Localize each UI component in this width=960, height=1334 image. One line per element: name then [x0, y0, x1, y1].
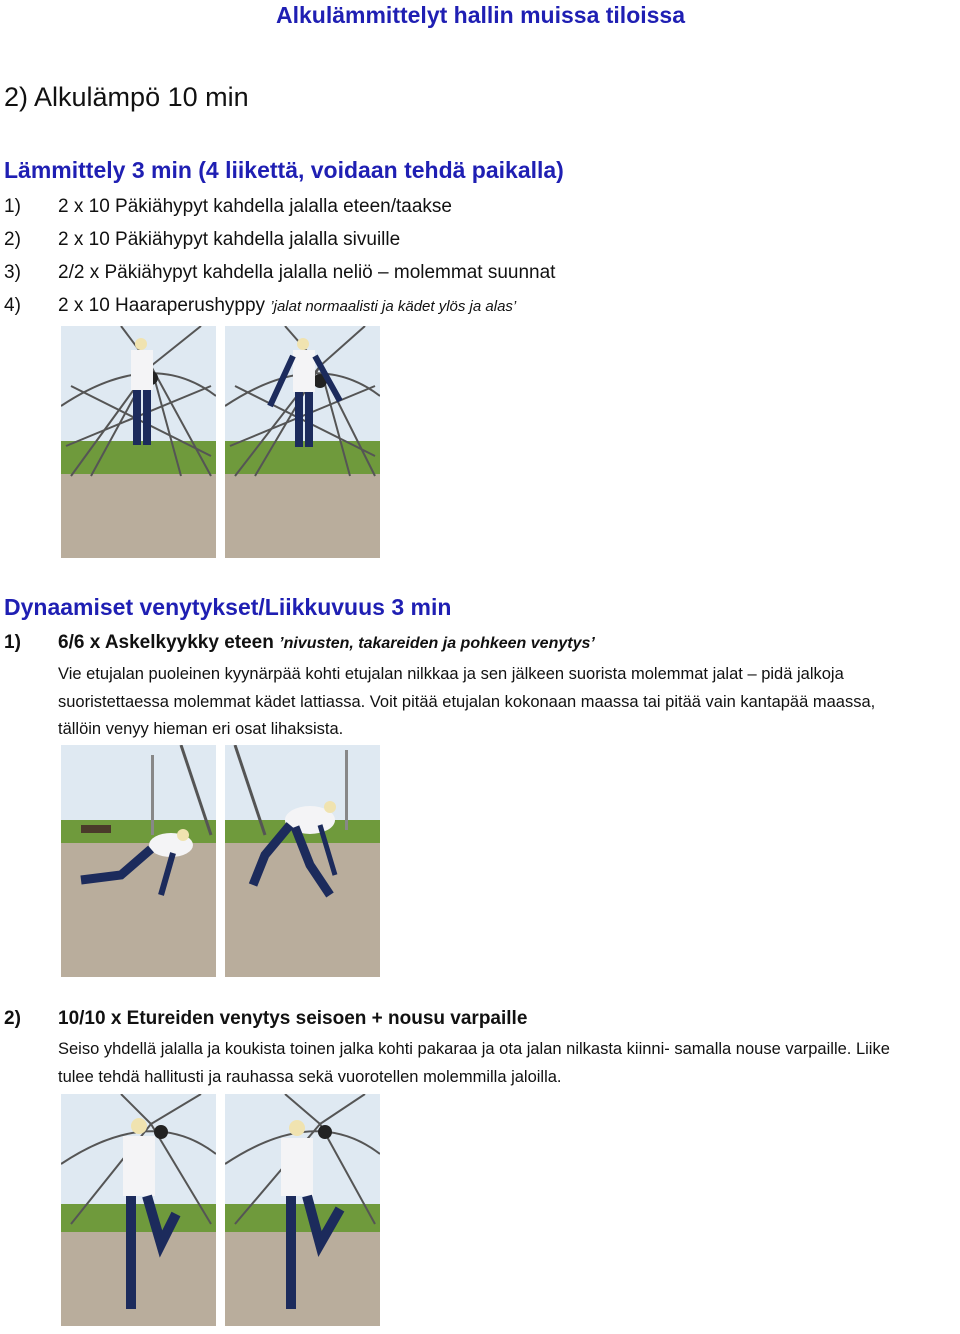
photo-lunge-2 — [225, 745, 380, 977]
photo-lunge-1 — [61, 745, 216, 977]
item-text: 2/2 x Päkiähypyt kahdella jalalla neliö – molemmat suunnat — [58, 262, 556, 283]
dynamic-item-1 — [4, 632, 595, 654]
item-number: 3) — [4, 262, 21, 283]
warmup-item-4 — [4, 295, 516, 317]
item-note: ’nivusten, takareiden ja pohkeen venytys’ — [279, 635, 595, 652]
item-note: ’jalat normaalisti ja kädet ylös ja alas’ — [270, 298, 517, 315]
item-number: 1) — [4, 196, 21, 217]
description-line: tällöin venyy hieman eri osat lihaksista. — [58, 720, 344, 738]
description-line: Vie etujalan puoleinen kyynärpää kohti etujalan nilkkaa ja sen jälkeen suorista molemmat jalat – pidä jalkoja — [58, 665, 844, 683]
item-text: 2 x 10 Haaraperushyppy — [58, 295, 271, 316]
photo-jumping-jack-2 — [225, 326, 380, 558]
warmup-item-1 — [4, 196, 452, 218]
photo-quad-stretch-2 — [225, 1094, 380, 1326]
item-number: 1) — [4, 632, 21, 653]
dynamic-item-2-description — [58, 1036, 890, 1091]
item-text: 6/6 x Askelkyykky eteen — [58, 632, 280, 653]
section-heading: 2) Alkulämpö 10 min — [4, 82, 249, 112]
item-number: 2) — [4, 229, 21, 250]
dynamic-item-1-description — [58, 661, 875, 744]
item-text: 2 x 10 Päkiähypyt kahdella jalalla sivuille — [58, 229, 401, 250]
photo-jumping-jack-1 — [61, 326, 216, 558]
item-text: 2 x 10 Päkiähypyt kahdella jalalla eteen/taakse — [58, 196, 452, 217]
photo-quad-stretch-1 — [61, 1094, 216, 1326]
description-line: tulee tehdä hallitusti ja rauhassa sekä vuorotellen molemmilla jaloilla. — [58, 1067, 562, 1086]
item-number: 4) — [4, 295, 21, 316]
dynamic-item-2 — [4, 1008, 527, 1030]
description-line: suoristettaessa molemmat kädet lattiassa. Voit pitää etujalan kokonaan maassa tai pitää vain kantapää maassa, — [58, 692, 876, 711]
item-number: 2) — [4, 1008, 21, 1029]
page-title: Alkulämmittelyt hallin muissa tiloissa — [276, 2, 686, 28]
item-text: 10/10 x Etureiden venytys seisoen + nousu varpaille — [58, 1008, 528, 1029]
warmup-item-3 — [4, 262, 555, 284]
description-line: Seiso yhdellä jalalla ja koukista toinen jalka kohti pakaraa ja ota jalan nilkasta kiinni- samalla nouse varpaille. Liike — [58, 1040, 890, 1058]
warmup-item-2 — [4, 229, 400, 251]
warmup-heading: Lämmittely 3 min (4 liikettä, voidaan tehdä paikalla) — [4, 157, 564, 183]
dynamic-heading: Dynaamiset venytykset/Liikkuvuus 3 min — [4, 594, 452, 620]
